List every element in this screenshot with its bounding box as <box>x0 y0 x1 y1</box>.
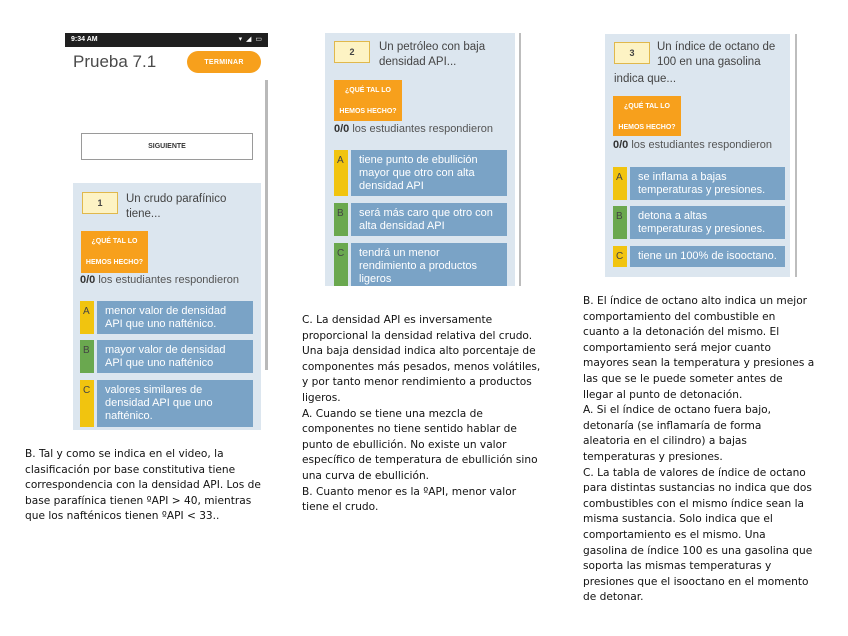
option-b[interactable] <box>334 203 507 236</box>
status-bar <box>65 33 268 47</box>
responses-count: 0/0 los estudiantes respondieron <box>334 123 494 135</box>
next-button[interactable]: SIGUIENTE <box>81 133 253 160</box>
question-card-1 <box>73 183 261 430</box>
question-text: Un crudo parafínico tiene... <box>126 193 227 220</box>
option-text: se inflama a bajas temperaturas y presiones. <box>630 167 785 200</box>
responses-count: 0/0 los estudiantes respondieron <box>613 139 773 151</box>
option-c[interactable] <box>334 243 507 286</box>
finish-button[interactable]: TERMINAR <box>187 51 261 73</box>
option-text: menor valor de densidad API que uno nafténico. <box>97 301 253 334</box>
question-text: Un índice de octano de 100 en una gasolina <box>657 41 776 68</box>
option-letter: A <box>334 150 348 196</box>
explanation-left: B. Tal y como se indica en el video, la clasificación por base constitutiva tiene correspondencia con la densidad API. Los de base parafínica tienen ºAPI > 40, mientras que los nafténicos tienen ºAPI < 33.. <box>25 448 261 523</box>
status-icons: ▾ ◢ ▭ <box>238 36 263 43</box>
option-c[interactable] <box>80 380 253 427</box>
option-a[interactable] <box>334 150 507 196</box>
option-b[interactable] <box>80 340 253 373</box>
option-letter: C <box>613 246 627 267</box>
feedback-button[interactable]: ¿QUÉ TAL LO HEMOS HECHO? <box>613 96 681 136</box>
option-text: detona a altas temperaturas y presiones. <box>630 206 785 239</box>
option-text: será más caro que otro con alta densidad API <box>351 203 507 236</box>
question-text-cont: indica que... <box>614 73 677 85</box>
question-number: 3 <box>614 42 650 64</box>
option-a[interactable] <box>80 301 253 334</box>
status-time: 9:34 AM <box>71 36 98 43</box>
feedback-button[interactable]: ¿QUÉ TAL LO HEMOS HECHO? <box>334 80 402 121</box>
explanation-right: B. El índice de octano alto indica un mejor comportamiento del combustible en cuanto a la detonación del mismo. El comportamiento será mejor cuanto mayores sean la temperatura y presiones a las que se le puede someter antes de llegar al punto de detonación. A. Si el índice de octano fuera bajo, detonaría (se inflamaría de forma aleatoria en el cilindro) a bajas temperaturas y presiones. C. La tabla de valores de índice de octano para distintas sustancias no indica que dos combustibles con el mismo índice sean la misma sustancia. Solo indica que el comportamiento es el mismo. Una gasolina de índice 100 es una gasolina que soporta las mismas temperaturas y presiones que el isooctano en el momento de detonar. <box>583 295 815 604</box>
option-text: tendrá un menor rendimiento a productos ligeros <box>351 243 507 286</box>
option-text: tiene punto de ebullición mayor que otro con alta densidad API <box>351 150 507 196</box>
page-title: Prueba 7.1 <box>73 52 157 71</box>
option-letter: C <box>80 380 94 427</box>
question-text: Un petróleo con baja densidad API... <box>379 41 486 68</box>
scrollbar[interactable] <box>519 33 521 286</box>
option-text: valores similares de densidad API que uno nafténico. <box>97 380 253 427</box>
option-b[interactable] <box>613 206 785 239</box>
option-c[interactable] <box>613 246 785 267</box>
question-card-2 <box>325 33 515 286</box>
option-letter: B <box>613 206 627 239</box>
option-letter: A <box>80 301 94 334</box>
question-number: 1 <box>82 192 118 214</box>
scrollbar[interactable] <box>795 34 797 277</box>
option-letter: B <box>334 203 348 236</box>
option-letter: C <box>334 243 348 286</box>
option-letter: A <box>613 167 627 200</box>
option-letter: B <box>80 340 94 373</box>
option-text: mayor valor de densidad API que uno nafténico <box>97 340 253 373</box>
responses-count: 0/0 los estudiantes respondieron <box>80 274 240 286</box>
option-a[interactable] <box>613 167 785 200</box>
question-card-3 <box>605 34 790 277</box>
explanation-middle: C. La densidad API es inversamente proporcional la densidad relativa del crudo. Una baja densidad indica alto porcentaje de componentes más pesados, menos volátiles, y por tanto menor rendimiento a productos ligeros. A. Cuando se tiene una mezcla de componentes no tiene sentido hablar de punto de ebullición. No existe un valor específico de temperatura de ebullición sino una curva de ebullición. B. Cuanto menor es la ºAPI, menor valor tiene el crudo. <box>302 314 541 514</box>
feedback-button[interactable]: ¿QUÉ TAL LO HEMOS HECHO? <box>81 231 148 273</box>
option-text: tiene un 100% de isooctano. <box>630 246 785 267</box>
scrollbar[interactable] <box>265 80 268 370</box>
question-number: 2 <box>334 41 370 63</box>
